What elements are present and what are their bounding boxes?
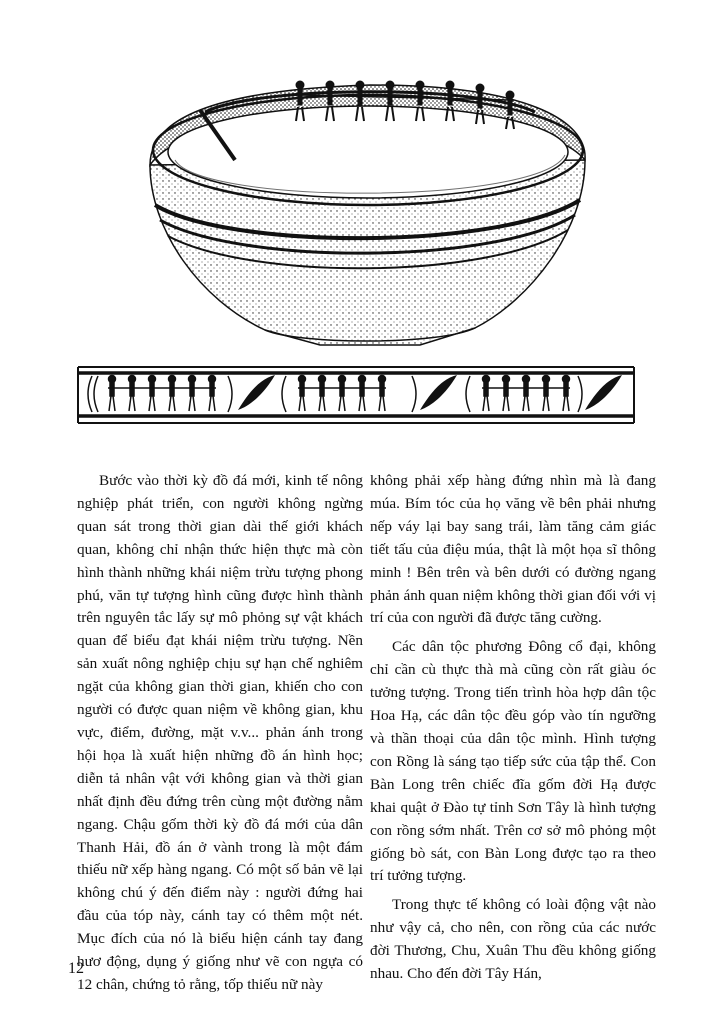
paragraph: Trong thực tế không có loài động vật nào như vậy cả, cho nên, con rồng của các nước đời Thương, Chu, Xuân Thu đều không giống nhau. Cho đến đời Tây Hán, [370, 896, 656, 983]
paragraph: Bước vào thời kỳ đồ đá mới, kinh tế nông nghiệp phát triển, con người không ngừng quan sát trong thời gian dài thế giới khách quan, không chỉ nhận thức hiện thực mà còn hình thành những khái niệm trừu tượng phong phú, văn tự tượng hình cũng được hình thành trên nguyên tắc lấy sự mô phỏng sự vật khách quan để biểu đạt khái niệm trừu tượng. Nền sản xuất nông nghiệp chịu sự hạn chế nghiêm ngặt của không gian thời gian, khiến cho con người có được quan niệm về không gian, khu vực, điểm, đường, mặt v.v... phản ánh trong hội họa là xuất hiện những đồ án hình học; diễn tả nhân vật với không gian và thời gian nhất định đều đứng trên cùng một đường nằm ngang. Chậu gốm thời kỳ đồ đá mới của dân Thanh Hải, đồ án ở vành trong là một đám thiếu nữ xếp hàng ngang. Có một số bản vẽ lại không chú ý đến điểm này : người đứng hai đầu của tóp này, cánh tay có thêm một nét. Mục đích của nó là biểu hiện cánh tay đang hươ động, dụng ý giống như vẽ con ngựa có 12 chân, chứng tỏ rằng, tốp thiếu nữ này [77, 472, 363, 993]
page-number: 12 [68, 960, 84, 977]
right-column [370, 470, 656, 992]
basin-drawing [0, 0, 712, 440]
pottery-illustration [0, 0, 712, 440]
left-column [77, 470, 363, 1003]
dancer-frieze [78, 367, 634, 423]
paragraph: Các dân tộc phương Đông cổ đại, không chỉ cần cù thực thà mà cũng còn rất giàu óc tưởng tượng. Trong tiến trình hòa hợp dân tộc Hoa Hạ, các dân tộc đều góp vào tín ngưỡng và thần thoại của dân tộc mình. Hình tượng con Rồng là sáng tạo tiếp sức của tập thể. Con Bàn Long trên chiếc đĩa gốm đời Hạ được khai quật ở Đào tự tỉnh Sơn Tây là hình tượng con rồng sớm nhất. Trên cơ sở mô phỏng một giống bò sát, con Bàn Long được tạo ra theo trí tưởng tượng. [370, 638, 656, 885]
paragraph: không phải xếp hàng đứng nhìn mà là đang múa. Bím tóc của họ văng về bên phải nhưng nếp váy lại bay sang trái, làm tăng cảm giác tiết tấu của điệu múa, thật là một họa sĩ thông minh ! Bên trên và bên dưới có đường ngang phản ánh quan niệm không thời gian đối với vị trí của con người đã được tăng cường. [370, 472, 656, 627]
